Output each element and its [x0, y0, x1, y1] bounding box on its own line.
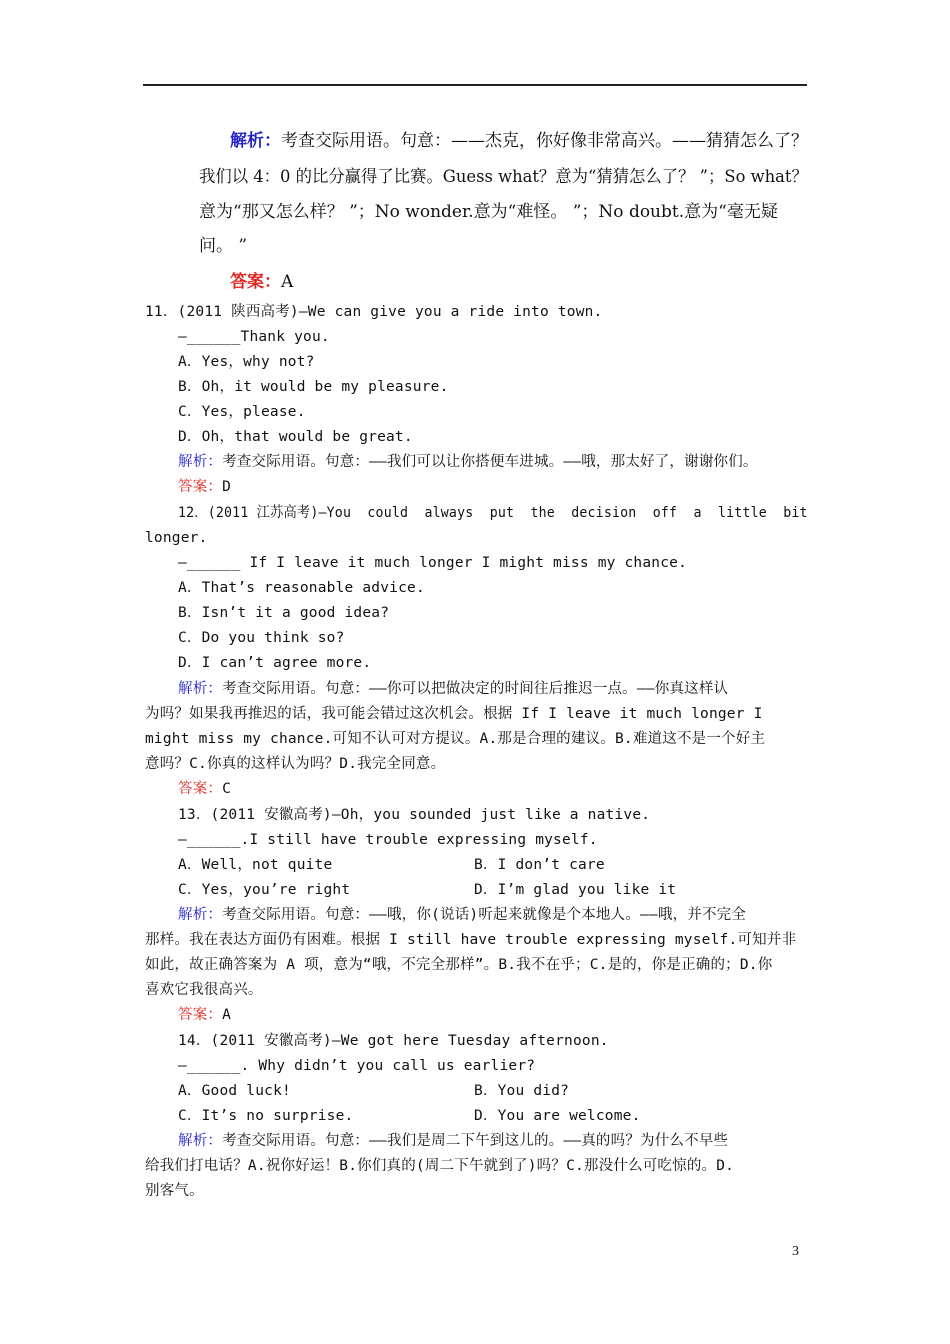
q11-analysis — [178, 452, 758, 472]
q11-option-b: B．Oh，it would be my pleasure. — [178, 379, 449, 395]
q12-answer-value: C — [222, 781, 232, 797]
q13-option-c: C．Yes，you’re right — [178, 882, 351, 898]
q11-analysis-text: 考查交际用语。句意：——我们可以让你搭便车进城。——哦，那太好了，谢谢你们。 — [222, 454, 758, 470]
q12-analysis-text: 考查交际用语。句意：——你可以把做决定的时间往后推迟一点。——你真这样认 — [222, 681, 729, 697]
q14-analysis-text: 考查交际用语。句意：——我们是周二下午到这儿的。——真的吗？为什么不早些 — [222, 1133, 729, 1149]
q11-answer-value: D — [222, 479, 232, 495]
q12-stem-2: longer. — [145, 530, 208, 546]
q12-analysis-1 — [178, 679, 728, 699]
analysis-box-line-4: 问。 ” — [199, 236, 248, 256]
q12-answer — [178, 779, 231, 799]
q12-answer-label: 答案： — [178, 781, 223, 797]
analysis-box-line-1 — [230, 131, 808, 151]
q14-option-c: C．It’s no surprise. — [178, 1108, 354, 1124]
q14-analysis-3: 别客气。 — [145, 1183, 204, 1199]
q11-option-a: A．Yes，why not? — [178, 354, 315, 370]
q14-stem: 14．(2011 安徽高考)—We got here Tuesday afternoon. — [178, 1033, 609, 1049]
q11-stem: 11．(2011 陕西高考)—We can give you a ride into town. — [145, 304, 603, 320]
q14-analysis-1 — [178, 1131, 728, 1151]
q13-answer-label: 答案： — [178, 1007, 223, 1023]
q12-reply: —______ If I leave it much longer I might miss my chance. — [178, 555, 687, 571]
q12-stem-1: 12．(2011 江苏高考)—You could always put the decision off a little bit — [178, 505, 808, 521]
q12-option-a: A．That’s reasonable advice. — [178, 580, 425, 596]
q12-option-d: D．I can’t agree more. — [178, 655, 372, 671]
q13-answer-value: A — [222, 1007, 232, 1023]
q13-analysis-3: 如此，故正确答案为 A 项，意为“哦，不完全那样”。B.我不在乎；C.是的，你是正确的；D.你 — [145, 957, 773, 973]
analysis-box-line-3: 意为“那又怎么样？ ”；No wonder.意为“难怪。 ”；No doubt.意为“毫无疑 — [199, 202, 778, 222]
q13-reply: —______.I still have trouble expressing myself. — [178, 832, 598, 848]
q13-analysis-4: 喜欢它我很高兴。 — [145, 982, 263, 998]
q14-analysis-2: 给我们打电话？A.祝你好运！B.你们真的(周二下午就到了)吗？C.那没什么可吃惊的。D. — [145, 1158, 735, 1174]
q11-reply: —______Thank you. — [178, 329, 330, 345]
q12-option-c: C．Do you think so? — [178, 630, 345, 646]
answer-value: A — [281, 272, 294, 292]
q12-analysis-label: 解析： — [178, 681, 223, 697]
q12-analysis-3: might miss my chance.可知不认可对方提议。A.那是合理的建议。B.难道这不是一个好主 — [145, 731, 766, 747]
q11-analysis-label: 解析： — [178, 454, 223, 470]
q12-option-b: B．Isn’t it a good idea? — [178, 605, 390, 621]
q11-option-d: D．Oh，that would be great. — [178, 429, 413, 445]
analysis-box-answer — [230, 272, 293, 292]
q11-answer — [178, 477, 231, 497]
analysis-text: 考查交际用语。句意：——杰克，你好像非常高兴。——猜猜怎么了？ — [281, 131, 808, 151]
page-number: 3 — [792, 1244, 799, 1259]
q14-option-b: B．You did? — [474, 1083, 570, 1099]
q13-analysis-2: 那样。我在表达方面仍有困难。根据 I still have trouble expressing myself.可知并非 — [145, 932, 797, 948]
q13-answer — [178, 1005, 231, 1025]
q13-stem: 13．(2011 安徽高考)—Oh，you sounded just like a native. — [178, 807, 651, 823]
q13-analysis-text: 考查交际用语。句意：——哦，你(说话)听起来就像是个本地人。——哦，并不完全 — [222, 907, 747, 923]
analysis-label: 解析： — [230, 131, 281, 151]
q11-option-c: C．Yes，please. — [178, 404, 306, 420]
answer-label: 答案： — [230, 272, 281, 292]
q14-reply: —______. Why didn’t you call us earlier? — [178, 1058, 536, 1074]
q13-option-a: A．Well，not quite — [178, 857, 333, 873]
q12-analysis-2: 为吗？如果我再推迟的话，我可能会错过这次机会。根据 If I leave it much longer I — [145, 706, 763, 722]
header-rule — [143, 84, 807, 86]
q14-option-a: A．Good luck! — [178, 1083, 291, 1099]
q11-answer-label: 答案： — [178, 479, 223, 495]
q12-analysis-4: 意吗？C.你真的这样认为吗？D.我完全同意。 — [145, 756, 446, 772]
q13-option-b: B．I don’t care — [474, 857, 605, 873]
q13-analysis-1 — [178, 905, 746, 925]
q14-option-d: D．You are welcome. — [474, 1108, 641, 1124]
q13-analysis-label: 解析： — [178, 907, 223, 923]
q14-analysis-label: 解析： — [178, 1133, 223, 1149]
q13-option-d: D．I’m glad you like it — [474, 882, 677, 898]
analysis-box-line-2: 我们以 4：0 的比分赢得了比赛。Guess what？意为“猜猜怎么了？ ”；So what？ — [199, 167, 808, 187]
